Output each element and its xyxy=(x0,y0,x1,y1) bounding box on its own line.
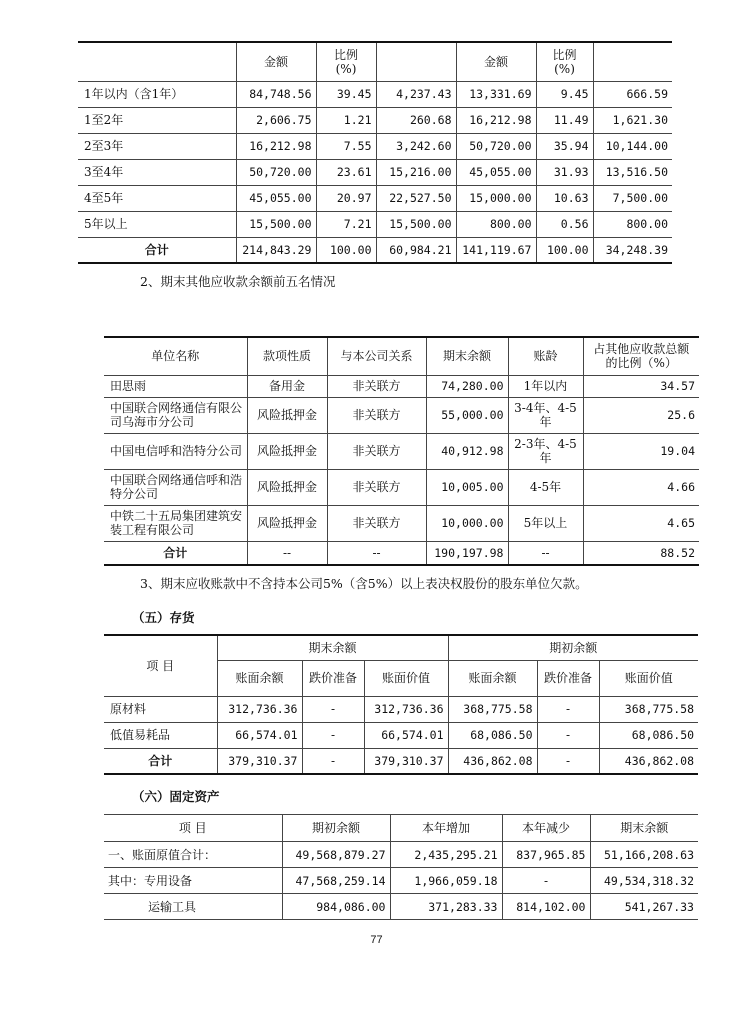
header-cell: 款项性质 xyxy=(247,337,327,375)
page-number: 77 xyxy=(370,934,383,946)
table-cell: 49,568,879.27 xyxy=(282,842,390,868)
table-cell: - xyxy=(302,696,364,722)
table-cell: 5年以上 xyxy=(508,505,583,541)
table-cell: 10,144.00 xyxy=(593,133,672,159)
top5-table xyxy=(104,336,699,566)
table-cell: 68,086.50 xyxy=(448,722,537,748)
table-cell: 100.00 xyxy=(536,237,593,263)
table-cell: 5年以上 xyxy=(78,211,236,237)
table-cell: 非关联方 xyxy=(327,433,426,469)
header-cell: 本年增加 xyxy=(390,815,502,842)
table-row xyxy=(78,107,672,133)
aging-header-cell xyxy=(316,42,376,81)
table-cell: 379,310.37 xyxy=(217,748,302,774)
fixed-assets-table xyxy=(104,814,698,920)
table-cell: 45,055.00 xyxy=(236,185,316,211)
table-cell: 16,212.98 xyxy=(236,133,316,159)
table-cell: 436,862.08 xyxy=(599,748,698,774)
table-cell: 800.00 xyxy=(593,211,672,237)
table-cell: 34,248.39 xyxy=(593,237,672,263)
table-row xyxy=(78,81,672,107)
table-cell: 984,086.00 xyxy=(282,894,390,920)
ratio-label: 比例 xyxy=(333,47,358,62)
table-cell: 1至2年 xyxy=(78,107,236,133)
header-cell: 期末余额 xyxy=(426,337,508,375)
header-cell: 与本公司关系 xyxy=(327,337,426,375)
table-row xyxy=(78,185,672,211)
table-cell: 1年以内 xyxy=(508,375,583,397)
table-cell: 40,912.98 xyxy=(426,433,508,469)
table-cell: 风险抵押金 xyxy=(247,433,327,469)
table-row xyxy=(104,894,698,920)
table-cell: 风险抵押金 xyxy=(247,505,327,541)
header-cell: 单位名称 xyxy=(104,337,247,375)
header-cell: 本年减少 xyxy=(502,815,590,842)
table-cell: 34.57 xyxy=(583,375,699,397)
table-cell: 15,500.00 xyxy=(236,211,316,237)
aging-header-row xyxy=(78,42,672,81)
table-row xyxy=(104,397,699,433)
table-cell: 15,500.00 xyxy=(376,211,456,237)
table-cell: -- xyxy=(247,541,327,565)
table-cell: 田思雨 xyxy=(104,375,247,397)
table-cell: -- xyxy=(508,541,583,565)
table-cell: 20.97 xyxy=(316,185,376,211)
sub-header: 跌价准备 xyxy=(302,660,364,696)
table-cell: 312,736.36 xyxy=(217,696,302,722)
table-cell: 10,000.00 xyxy=(426,505,508,541)
total-label: 合计 xyxy=(78,237,236,263)
table-cell: 非关联方 xyxy=(327,375,426,397)
inventory-heading: （五）存货 xyxy=(132,610,195,625)
aging-header-cell xyxy=(593,42,672,81)
inventory-group-row xyxy=(104,635,698,660)
table-cell: 800.00 xyxy=(456,211,536,237)
table-cell: - xyxy=(537,748,599,774)
ratio-label: 比例 xyxy=(552,47,577,62)
table-cell: 260.68 xyxy=(376,107,456,133)
table-cell: 368,775.58 xyxy=(599,696,698,722)
header-cell: 占其他应收款总额的比例（%） xyxy=(583,337,699,375)
table-cell: 60,984.21 xyxy=(376,237,456,263)
table-row xyxy=(78,133,672,159)
table-cell: 4.66 xyxy=(583,469,699,505)
table-cell: 190,197.98 xyxy=(426,541,508,565)
table-cell: 47,568,259.14 xyxy=(282,868,390,894)
table-row xyxy=(78,211,672,237)
table-cell: - xyxy=(302,722,364,748)
table-cell: - xyxy=(537,722,599,748)
table-cell: 4-5年 xyxy=(508,469,583,505)
table-cell: 其中：专用设备 xyxy=(104,868,282,894)
table-row xyxy=(104,696,698,722)
table-row xyxy=(104,722,698,748)
header-cell: 期初余额 xyxy=(282,815,390,842)
table-cell: - xyxy=(302,748,364,774)
header-cell: 项 目 xyxy=(104,815,282,842)
total-label: 合计 xyxy=(104,541,247,565)
group-header-begin: 期初余额 xyxy=(448,635,698,660)
table-row xyxy=(104,433,699,469)
table-cell: 4至5年 xyxy=(78,185,236,211)
table-cell: 68,086.50 xyxy=(599,722,698,748)
aging-table xyxy=(78,41,672,264)
table-cell: 35.94 xyxy=(536,133,593,159)
table-cell: 88.52 xyxy=(583,541,699,565)
table-cell: 436,862.08 xyxy=(448,748,537,774)
table-cell: 中国联合网络通信有限公司乌海市分公司 xyxy=(104,397,247,433)
table-cell: 2,435,295.21 xyxy=(390,842,502,868)
table-cell: 666.59 xyxy=(593,81,672,107)
table-cell: 45,055.00 xyxy=(456,159,536,185)
table-cell: - xyxy=(502,868,590,894)
table-row xyxy=(104,375,699,397)
table-cell: 13,331.69 xyxy=(456,81,536,107)
sub-header: 账面价值 xyxy=(364,660,448,696)
table-cell: 837,965.85 xyxy=(502,842,590,868)
sub-header: 账面余额 xyxy=(448,660,537,696)
table-cell: 原材料 xyxy=(104,696,217,722)
table-cell: 66,574.01 xyxy=(217,722,302,748)
paragraph-shareholder: 3、期末应收账款中不含持本公司5%（含5%）以上表决权股份的股东单位欠款。 xyxy=(140,576,588,591)
table-cell: 214,843.29 xyxy=(236,237,316,263)
table-cell: 25.6 xyxy=(583,397,699,433)
table-cell: 1,621.30 xyxy=(593,107,672,133)
inventory-table xyxy=(104,634,698,775)
aging-header-cell: 金额 xyxy=(236,42,316,81)
table-cell: -- xyxy=(327,541,426,565)
table-cell: 50,720.00 xyxy=(236,159,316,185)
table-cell: 非关联方 xyxy=(327,469,426,505)
table-cell: 低值易耗品 xyxy=(104,722,217,748)
table-cell: 13,516.50 xyxy=(593,159,672,185)
table-cell: 7.21 xyxy=(316,211,376,237)
table-cell: 51,166,208.63 xyxy=(590,842,698,868)
sub-header: 跌价准备 xyxy=(537,660,599,696)
table-cell: 50,720.00 xyxy=(456,133,536,159)
table-cell: 4.65 xyxy=(583,505,699,541)
item-header: 项 目 xyxy=(104,635,217,696)
fixed-header-row xyxy=(104,815,698,842)
table-cell: 中国电信呼和浩特分公司 xyxy=(104,433,247,469)
table-row xyxy=(104,868,698,894)
table-cell: 10,005.00 xyxy=(426,469,508,505)
fixed-assets-heading: （六）固定资产 xyxy=(132,789,220,804)
top5-header-row xyxy=(104,337,699,375)
aging-total-row xyxy=(78,237,672,263)
table-cell: 2-3年、4-5年 xyxy=(508,433,583,469)
table-cell: 814,102.00 xyxy=(502,894,590,920)
aging-header-cell xyxy=(536,42,593,81)
table-cell: 一、账面原值合计： xyxy=(104,842,282,868)
header-cell: 期末余额 xyxy=(590,815,698,842)
table-cell: 1.21 xyxy=(316,107,376,133)
table-cell: 100.00 xyxy=(316,237,376,263)
table-row xyxy=(104,842,698,868)
table-cell: 9.45 xyxy=(536,81,593,107)
table-cell: 15,216.00 xyxy=(376,159,456,185)
table-cell: 风险抵押金 xyxy=(247,397,327,433)
table-cell: 非关联方 xyxy=(327,397,426,433)
sub-header: 账面价值 xyxy=(599,660,698,696)
ratio-unit: (%) xyxy=(554,61,575,76)
table-cell: 运输工具 xyxy=(104,894,282,920)
table-cell: 368,775.58 xyxy=(448,696,537,722)
paragraph-top5: 2、期末其他应收款余额前五名情况 xyxy=(140,274,336,289)
table-cell: 中铁二十五局集团建筑安装工程有限公司 xyxy=(104,505,247,541)
table-cell: 141,119.67 xyxy=(456,237,536,263)
table-cell: 风险抵押金 xyxy=(247,469,327,505)
table-cell: 541,267.33 xyxy=(590,894,698,920)
aging-header-cell xyxy=(376,42,456,81)
table-cell: 39.45 xyxy=(316,81,376,107)
table-cell: 55,000.00 xyxy=(426,397,508,433)
table-cell: 31.93 xyxy=(536,159,593,185)
table-cell: 0.56 xyxy=(536,211,593,237)
table-cell: 371,283.33 xyxy=(390,894,502,920)
table-cell: 2至3年 xyxy=(78,133,236,159)
table-cell: 1,966,059.18 xyxy=(390,868,502,894)
table-cell: 22,527.50 xyxy=(376,185,456,211)
table-cell: 3,242.60 xyxy=(376,133,456,159)
table-cell: 49,534,318.32 xyxy=(590,868,698,894)
table-cell: 1年以内（含1年） xyxy=(78,81,236,107)
table-cell: 16,212.98 xyxy=(456,107,536,133)
table-row xyxy=(78,159,672,185)
table-cell: 23.61 xyxy=(316,159,376,185)
table-cell: 84,748.56 xyxy=(236,81,316,107)
table-cell: 19.04 xyxy=(583,433,699,469)
table-cell: - xyxy=(537,696,599,722)
table-cell: 4,237.43 xyxy=(376,81,456,107)
table-cell: 2,606.75 xyxy=(236,107,316,133)
sub-header: 账面余额 xyxy=(217,660,302,696)
table-cell: 7,500.00 xyxy=(593,185,672,211)
table-row xyxy=(104,469,699,505)
table-cell: 非关联方 xyxy=(327,505,426,541)
table-cell: 11.49 xyxy=(536,107,593,133)
total-label: 合计 xyxy=(104,748,217,774)
aging-header-cell xyxy=(78,42,236,81)
table-cell: 中国联合网络通信呼和浩特分公司 xyxy=(104,469,247,505)
table-row xyxy=(104,505,699,541)
top5-total-row xyxy=(104,541,699,565)
table-cell: 3-4年、4-5年 xyxy=(508,397,583,433)
aging-header-cell: 金额 xyxy=(456,42,536,81)
table-cell: 15,000.00 xyxy=(456,185,536,211)
inventory-total-row xyxy=(104,748,698,774)
table-cell: 66,574.01 xyxy=(364,722,448,748)
table-cell: 10.63 xyxy=(536,185,593,211)
table-cell: 3至4年 xyxy=(78,159,236,185)
table-cell: 74,280.00 xyxy=(426,375,508,397)
ratio-unit: (%) xyxy=(335,61,357,76)
header-cell: 账龄 xyxy=(508,337,583,375)
group-header-end: 期末余额 xyxy=(217,635,448,660)
table-cell: 379,310.37 xyxy=(364,748,448,774)
table-cell: 7.55 xyxy=(316,133,376,159)
table-cell: 备用金 xyxy=(247,375,327,397)
table-cell: 312,736.36 xyxy=(364,696,448,722)
